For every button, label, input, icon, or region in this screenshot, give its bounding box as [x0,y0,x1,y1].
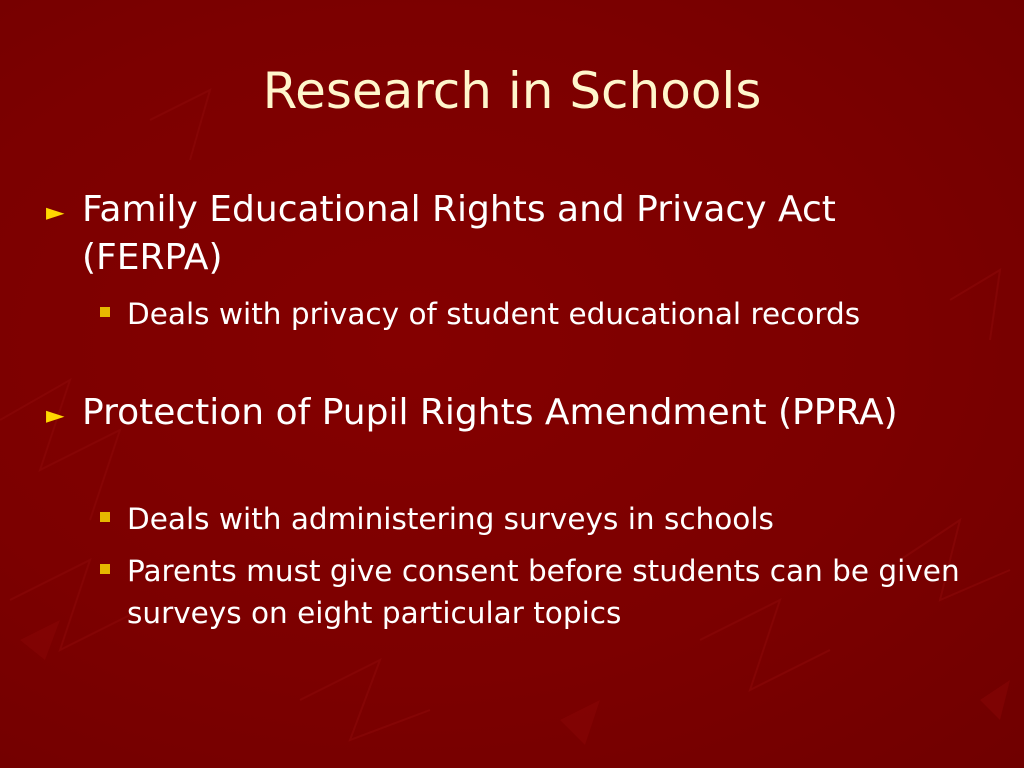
bullet-text: Protection of Pupil Rights Amendment (PPRA) [82,392,898,433]
bullet-ppra [46,389,962,437]
bullet-text: Family Educational Rights and Privacy Act (FERPA) [82,189,836,278]
slide-title: Research in Schools [262,62,762,120]
square-bullet-icon [100,564,110,574]
subbullet-text: Deals with administering surveys in schools [127,502,774,536]
subbullet-text: Deals with privacy of student educational records [127,297,861,331]
arrow-bullet-icon: ► [46,401,65,429]
bullet-ferpa [46,186,962,282]
subbullet-ferpa-records [127,293,977,335]
square-bullet-icon [100,512,110,522]
arrow-bullet-icon: ► [46,198,65,226]
subbullet-text: Parents must give consent before students can be given surveys on eight particular topics [127,554,960,630]
subbullet-ppra-surveys [127,498,977,540]
subbullet-ppra-consent [127,550,977,634]
square-bullet-icon [100,307,110,317]
